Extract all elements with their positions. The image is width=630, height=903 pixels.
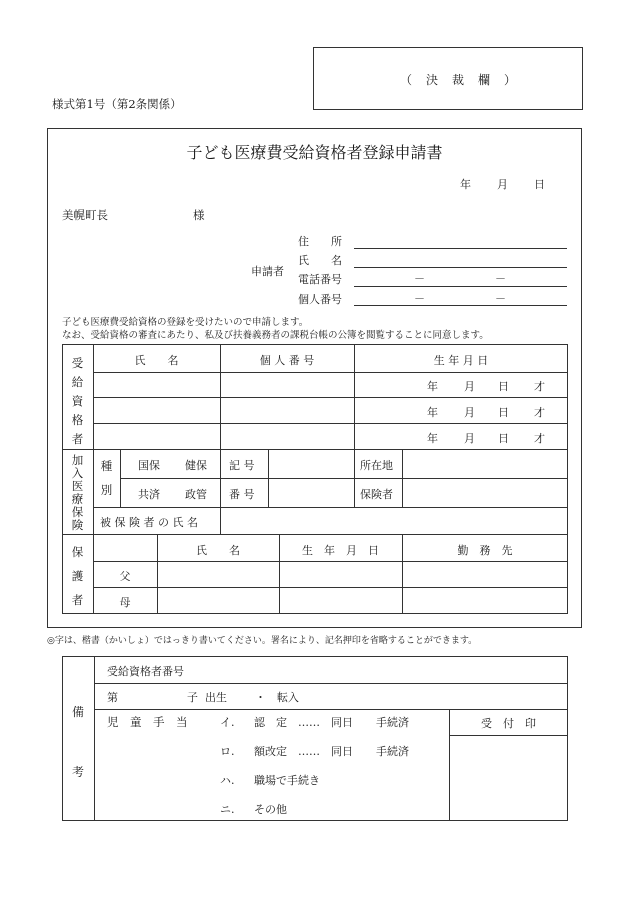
addressee-name: 美幌町長 (62, 208, 108, 222)
date-year: 年 (460, 178, 471, 191)
insured-name-label: 被 保 険 者 の 氏 名 (100, 516, 198, 529)
addressee-suffix: 様 (193, 208, 205, 222)
guardian-section-label: 保 護 者 (71, 545, 84, 607)
applicant-name-field[interactable] (354, 267, 567, 268)
insurance-location-label: 所在地 (360, 459, 393, 472)
recipient-number-label: 受給資格者番号 (107, 665, 184, 678)
birth-prefix: 第 (107, 691, 118, 704)
insurance-kokuho[interactable]: 国保 (138, 459, 160, 472)
insurance-seikan[interactable]: 政管 (185, 488, 207, 501)
insurance-symbol-label: 記 号 (229, 459, 255, 472)
footnote: ◎字は、楷書（かいしょ）ではっきり書いてください。署名により、記名押印を省略することができます。 (47, 636, 478, 646)
phone-dash-1: － (414, 272, 425, 285)
applicant-name-label: 氏 名 (298, 254, 342, 267)
phone-dash-2: － (495, 272, 506, 285)
applicant-personal-number-field[interactable] (354, 305, 567, 306)
form-number: 様式第1号（第2条関係） (52, 97, 182, 111)
insurance-type-label: 種 別 (100, 459, 113, 497)
page-title: 子ども医療費受給資格者登録申請書 (186, 143, 443, 162)
insurance-section-label: 加 入 医 療 保 険 (71, 453, 84, 532)
applicant-phone-label: 電話番号 (298, 273, 342, 286)
receipt-stamp-area (450, 736, 567, 820)
guardian-col-birth: 生 年 月 日 (302, 544, 379, 557)
remarks-label-bottom: 考 (71, 765, 84, 779)
birth-move[interactable]: 転入 (277, 691, 299, 704)
approval-box-label: （ 決 裁 欄 ） (400, 73, 518, 87)
insurance-kenpo[interactable]: 健保 (185, 459, 207, 472)
birth-dot: ・ (255, 691, 266, 704)
guardian-father: 父 (119, 570, 131, 583)
pn-dash-2: － (495, 292, 506, 305)
remarks-label-top: 備 (71, 705, 84, 719)
applicant-address-field[interactable] (354, 248, 567, 249)
applicant-phone-field[interactable] (354, 286, 567, 287)
guardian-mother: 母 (119, 596, 131, 609)
applicant-address-label: 住 所 (298, 235, 342, 248)
date-month: 月 (497, 178, 508, 191)
pn-dash-1: － (414, 292, 425, 305)
applicant-personal-number-label: 個人番号 (298, 293, 342, 306)
receipt-stamp-label: 受 付 印 (481, 717, 536, 730)
child-allowance-label: 児 童 手 当 (107, 715, 188, 729)
birth-child: 子 (187, 691, 198, 704)
insurance-kyosai[interactable]: 共済 (138, 488, 160, 501)
statement-line-1: 子ども医療費受給資格の登録を受けたいので申請します。 (62, 317, 309, 328)
date-day: 日 (534, 178, 545, 191)
applicant-label: 申請者 (251, 265, 284, 278)
eligible-col-number: 個 人 番 号 (259, 354, 315, 367)
birth-birth[interactable]: 出生 (205, 691, 227, 704)
guardian-col-work: 勤 務 先 (457, 544, 513, 557)
eligible-section-label: 受 給 資 格 者 (71, 356, 84, 446)
insurance-insurer-label: 保険者 (360, 488, 393, 501)
guardian-col-name: 氏 名 (196, 544, 240, 557)
eligible-col-name: 氏 名 (134, 354, 179, 367)
statement-line-2: なお、受給資格の審査にあたり、私及び扶養義務者の課税台帳の公簿を閲覧することに同意します。 (62, 330, 489, 341)
eligible-col-birth: 生 年 月 日 (433, 354, 489, 367)
insurance-number-label: 番 号 (229, 488, 255, 501)
